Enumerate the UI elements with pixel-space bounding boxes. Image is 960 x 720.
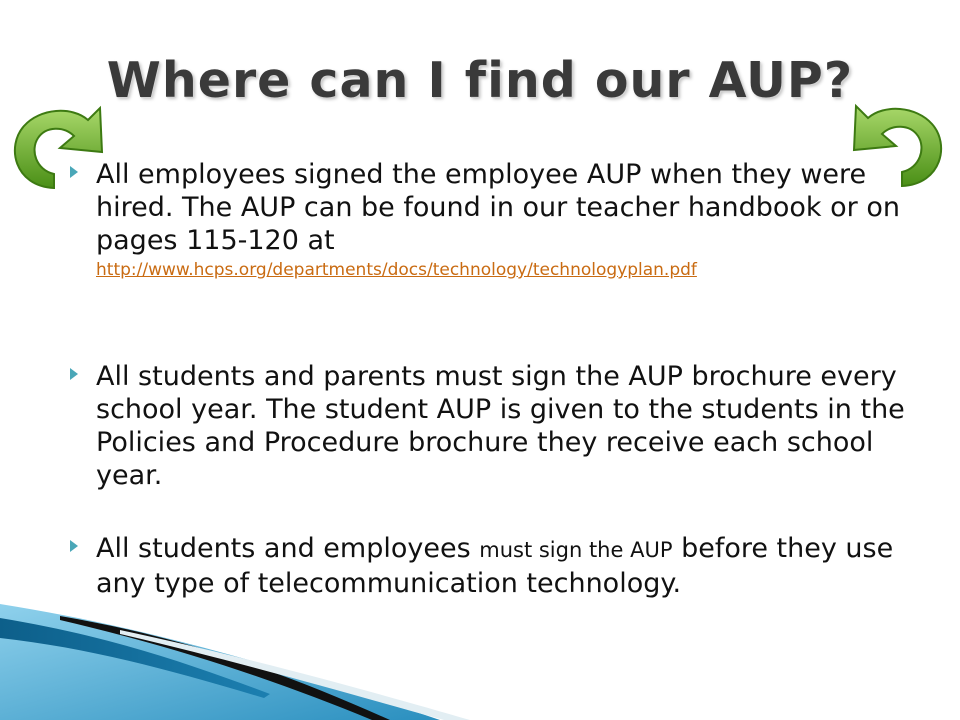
slide-title: Where can I find our AUP? [106,52,854,109]
bullet-item-employees [70,158,936,283]
bullet-arrow-icon [70,368,78,380]
bullet-text: All employees signed the employee AUP when they were hired. The AUP can be found in our teacher handbook or on pages 115-120 at [96,159,900,256]
bullet-arrow-icon [70,540,78,552]
technology-plan-link[interactable]: http://www.hcps.org/departments/docs/technology/technologyplan.pdf [96,260,697,280]
bullet-text-b: must sign the AUP [479,538,673,562]
decorative-swoosh [0,590,960,720]
bullet-text-a: All students and employees [96,533,471,564]
bullet-item-students-parents [70,360,936,492]
bullet-arrow-icon [70,166,78,178]
bullet-text: All students and parents must sign the AUP brochure every school year. The student AUP is given to the students in the Policies and Procedure brochure they receive each school year. [96,361,905,491]
bullet-text-c: before they use any type of telecommunication technology. [96,533,894,599]
